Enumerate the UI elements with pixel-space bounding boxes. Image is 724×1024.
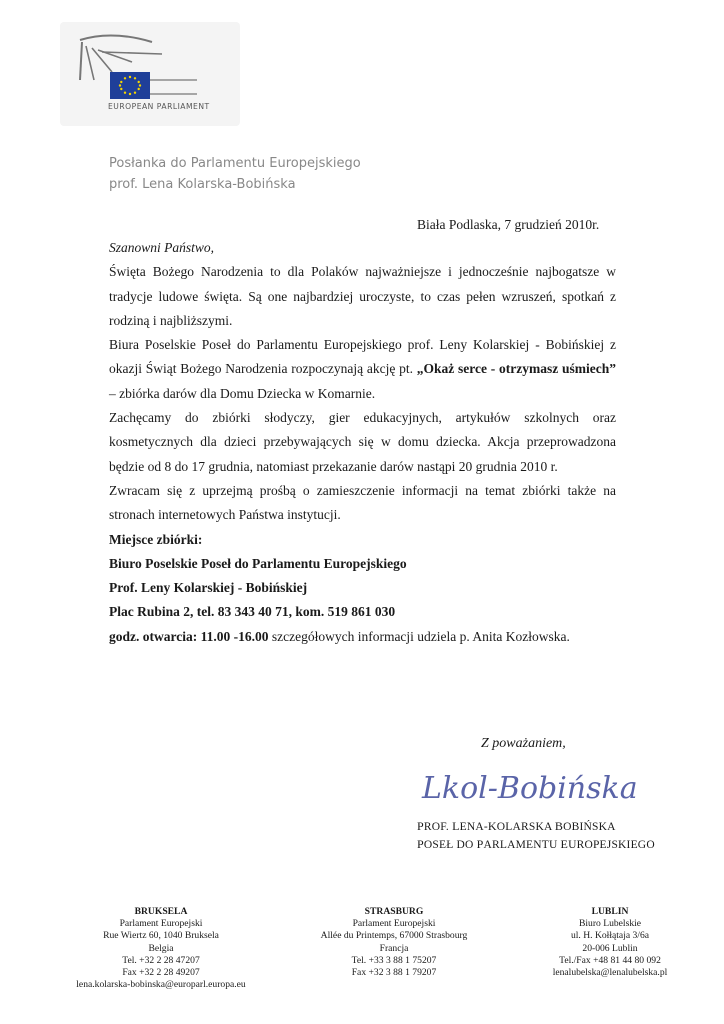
paragraph-2-start: Biura Poselskie Poseł do Parlamentu Europejskiego prof. Leny Kolarskiej - Bobińskiej z okazji Świąt Bożego Narodzenia rozpoczynają akcję pt. — [109, 337, 616, 377]
closing-phrase: Z poważaniem, — [481, 736, 566, 751]
signer-role: POSEŁ DO PARLAMENTU EUROPEJSKIEGO — [417, 837, 655, 851]
handwritten-signature — [418, 760, 638, 812]
footer-line: Belgia — [148, 942, 174, 954]
footer-line: Tel. +32 2 28 47207 — [122, 954, 200, 966]
european-parliament-logo — [60, 22, 240, 126]
footer-line: Tel. +33 3 88 1 75207 — [351, 954, 437, 966]
paragraph-1: Święta Bożego Narodzenia to dla Polaków najważniejsze i jednocześnie najbogatsze w tradycje ludowe święta. Są one najbardziej uroczyste, to czas pełen wzruszeń, spotkań z rodziną i najbliższymi. — [109, 264, 616, 328]
opening-hours-label: godz. otwarcia: 11.00 -16.00 — [109, 628, 269, 644]
paragraph-4: Zwracam się z uprzejmą prośbą o zamieszczenie informacji na temat zbiórki także na stronach internetowych Państwa instytucji. — [109, 482, 616, 523]
signer-block — [417, 818, 655, 854]
sender-name: prof. Lena Kolarska-Bobińska — [109, 177, 296, 192]
footer-line: ul. H. Kołłątaja 3/6a — [570, 930, 650, 942]
logo-wordmark: EUROPEAN PARLIAMENT — [108, 102, 210, 111]
footer-line: Parlament Europejski — [119, 918, 203, 930]
footer-line: Parlament Europejski — [352, 918, 436, 930]
footer-office-brussels — [50, 906, 272, 991]
footer-line: Fax +32 3 88 1 79207 — [351, 967, 437, 979]
footer-line: Fax +32 2 28 49207 — [122, 967, 200, 979]
paragraph-3: Zachęcamy do zbiórki słodyczy, gier edukacyjnych, artykułów szkolnych oraz kosmetycznych dla dzieci przebywających się w domu dziecka. Akcja przeprowadzona będzie od 8 do 17 grudnia, natomiast przekazanie darów nastąpi 20 grudnia 2010 r. — [109, 410, 616, 474]
footer-email: lena.kolarska-bobinska@europarl.europa.eu — [76, 979, 246, 991]
paragraph-2 — [109, 333, 616, 406]
greeting: Szanowni Państwo, — [109, 240, 215, 255]
signer-name: PROF. LENA-KOLARSKA BOBIŃSKA — [417, 819, 616, 833]
location-line-2: Prof. Leny Kolarskiej - Bobińskiej — [109, 580, 308, 596]
footer-title: BRUKSELA — [134, 906, 188, 917]
parliament-hemicycle-icon — [72, 32, 202, 102]
letter-date: Biała Podlaska, 7 grudzień 2010r. — [417, 217, 600, 232]
sender-title: Posłanka do Parlamentu Europejskiego — [109, 156, 361, 171]
svg-text:Lkol-Bobińska: Lkol-Bobińska — [422, 771, 638, 806]
opening-hours-info: szczegółowych informacji udziela p. Anita Kozłowska. — [268, 628, 570, 644]
footer-title: LUBLIN — [591, 906, 629, 917]
footer-email: lenalubelska@lenalubelska.pl — [552, 967, 668, 979]
footer-line: Tel./Fax +48 81 44 80 092 — [559, 954, 661, 966]
location-heading: Miejsce zbiórki: — [109, 531, 203, 547]
opening-hours — [109, 625, 616, 649]
footer-line: Rue Wiertz 60, 1040 Bruksela — [103, 930, 219, 942]
footer-line: Allée du Printemps, 67000 Strasbourg — [320, 930, 468, 942]
location-line-1: Biuro Poselskie Poseł do Parlamentu Europejskiego — [109, 555, 407, 571]
campaign-name: „Okaż serce - otrzymasz uśmiech” — [416, 361, 616, 377]
footer-office-strasbourg — [300, 906, 488, 979]
footer-line: 20-006 Lublin — [582, 942, 638, 954]
footer-line: Francja — [379, 942, 409, 954]
location-line-3: Plac Rubina 2, tel. 83 343 40 71, kom. 519 861 030 — [109, 604, 396, 620]
sender-block — [109, 153, 361, 195]
paragraph-2-end: – zbiórka darów dla Domu Dziecka w Komarnie. — [109, 385, 376, 401]
footer-office-lublin — [530, 906, 690, 979]
footer-title: STRASBURG — [364, 906, 424, 917]
footer-line: Biuro Lubelskie — [578, 918, 642, 930]
letter-body — [109, 236, 616, 649]
